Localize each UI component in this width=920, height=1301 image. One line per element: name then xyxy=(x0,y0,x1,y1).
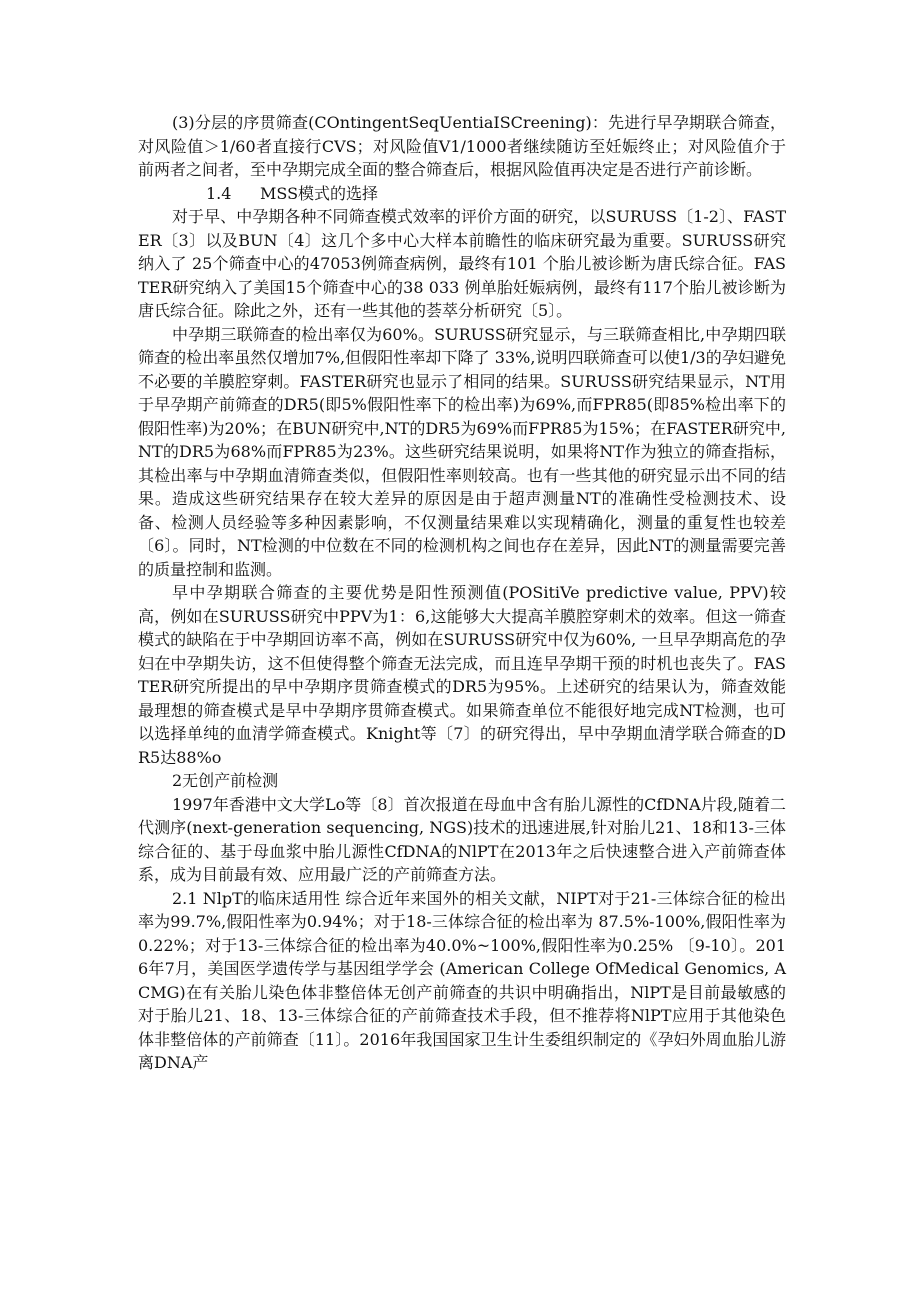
paragraph-contingent-screening: (3)分层的序贯筛查(COntingentSeqUentiaISCreening)：先进行早孕期联合筛查，对风险值＞1/60者直接行CVS；对风险值V1/1000者继续随访至妊娠终止；对风险值介于前两者之间者，至中孕期完成全面的整合筛查后，根据风险值再决定是否进行产前诊断。 xyxy=(138,113,786,179)
paragraph-nipt-applicability: 2.1 NlpT的临床适用性 综合近年来国外的相关文献，NIPT对于21-三体综合征的检出率为99.7%,假阳性率为0.94%；对于18-三体综合征的检出率为 87.5%-100%,假阳性率为0.22%；对于13-三体综合征的检出率为40.0%~100%,假阳性率为0.25% 〔9-10〕。2016年7月，美国医学遗传学与基因组学学会 (American College OfMedical Genomics, ACMG)在有关胎儿染色体非整倍体无创产前筛查的共识中明确指出，NlPT是目前最敏感的对于胎儿21、18、13-三体综合征的产前筛查技术手段，但不推荐将NlPT应用于其他染色体非整倍体的产前筛查〔11〕。2016年我国国家卫生计生委组织制定的《孕妇外周血胎儿游离DNA产 xyxy=(138,888,786,1072)
section-title: MSS模式的选择 xyxy=(260,183,379,203)
section-heading-2: 2无创产前检测 xyxy=(172,771,279,790)
paragraph-triple-screening: 中孕期三联筛查的检出率仅为60%。SURUSS研究显示，与三联筛查相比,中孕期四联筛查的检出率虽然仅增加7%,但假阳性率却下降了 33%,说明四联筛查可以使1/3的孕妇避免不必要的羊膜腔穿刺。FASTER研究也显示了相同的结果。SURUSS研究结果显示，NT用于早孕期产前筛查的DR5(即5%假阳性率下的检出率)为69%,而FPR85(即85%检出率下的假阳性率)为20%；在BUN研究中,NT的DR5为69%而FPR85为15%；在FASTER研究中,NT的DR5为68%而FPR85为23%。这些研究结果说明，如果将NT作为独立的筛查指标，其检出率与中孕期血清筛查类似，但假阳性率则较高。也有一些其他的研究显示出不同的结果。造成这些研究结果存在较大差异的原因是由于超声测量NT的准确性受检测技术、设备、检测人员经验等多种因素影响，不仅测量结果难以实现精确化，测量的重复性也较差〔6〕。同时，NT检测的中位数在不同的检测机构之间也存在差异，因此NT的测量需要完善的质量控制和监测。 xyxy=(138,324,786,579)
paragraph-mss-studies: 对于早、中孕期各种不同筛查模式效率的评价方面的研究，以SURUSS〔1-2〕、FASTER〔3〕以及BUN〔4〕这几个多中心大样本前瞻性的临床研究最为重要。SURUSS研究纳入了 25个筛查中心的47053例筛查病例，最终有101 个胎儿被诊断为唐氏综合征。FASTER研究纳入了美国15个筛查中心的38 033 例单胎妊娠病例，最终有117个胎儿被诊断为唐氏综合征。除此之外，还有一些其他的荟萃分析研究〔5〕。 xyxy=(138,207,786,320)
section-number: 1.4 xyxy=(206,183,232,203)
paragraph-combined-screening: 早中孕期联合筛查的主要优势是阳性预测值(POSitiVe predictive value, PPV)较高，例如在SURUSS研究中PPV为1：6,这能够大大提高羊膜腔穿刺术的效率。但这一筛查模式的缺陷在于中孕期回访率不高，例如在SURUSS研究中仅为60%, 一旦早孕期高危的孕妇在中孕期失访，这不但使得整个筛查无法完成，而且连早孕期干预的时机也丧失了。FASTER研究所提出的早中孕期序贯筛查模式的DR5为95%。上述研究的结果认为，筛查效能最理想的筛查模式是早中孕期序贯筛查模式。如果筛查单位不能很好地完成NT检测，也可以选择单纯的血清学筛查模式。Knight等〔7〕的研究得出，早中孕期血清学联合筛查的DR5达88%o xyxy=(138,583,786,767)
section-heading-1-4 xyxy=(138,182,786,206)
paragraph-cfdna-history: 1997年香港中文大学Lo等〔8〕首次报道在母血中含有胎儿源性的CfDNA片段,随着二代测序(next-generation sequencing, NGS)技术的迅速进展,针对胎儿21、18和13-三体综合征的、基于母血浆中胎儿源性CfDNA的NlPT在2013年之后快速整合进入产前筛查体系，成为目前最有效、应用最广泛的产前筛查方法。 xyxy=(138,794,786,884)
document-body xyxy=(138,111,786,1075)
